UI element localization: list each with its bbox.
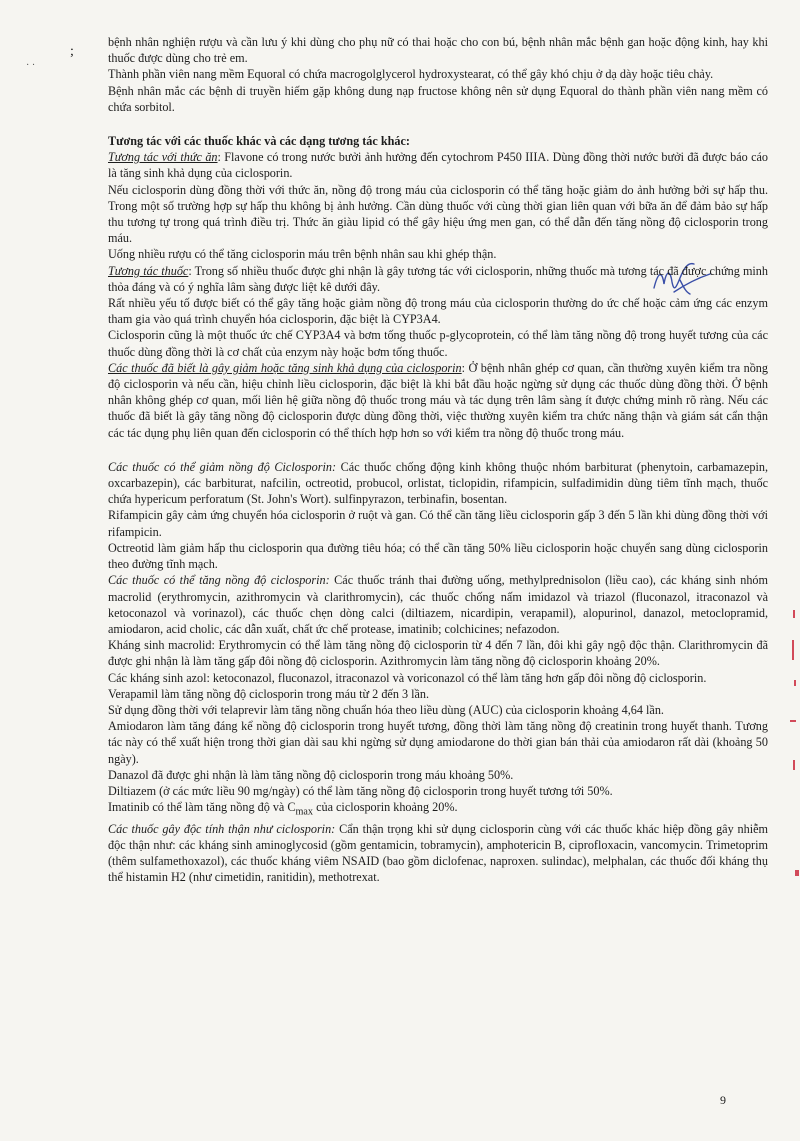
paragraph: Kháng sinh macrolid: Erythromycin có thể làm tăng nồng độ ciclosporin từ 4 đến 7 lần, đôi khi gây ngộ độc thận. Clarithromycin đã được ghi nhận là làm tăng gấp đôi nồng độ ciclosporin. Azithromycin làm tăng nồng độ ciclosporin khoảng 20%. — [108, 638, 768, 669]
paragraph: bệnh nhân nghiện rượu và cần lưu ý khi dùng cho phụ nữ có thai hoặc cho con bú, bệnh nhân mắc bệnh gan hoặc động kinh, hay khi thuốc được dùng cho trẻ em. — [108, 35, 768, 66]
paragraph: Octreotid làm giảm hấp thu ciclosporin qua đường tiêu hóa; có thể cần tăng 50% liều ciclosporin hoặc chuyển sang dùng ciclosporin theo đường tĩnh mạch. — [108, 540, 768, 572]
paragraph: Uống nhiều rượu có thể tăng ciclosporin máu trên bệnh nhân sau khi ghép thận. — [108, 247, 497, 262]
paragraph — [108, 149, 768, 181]
paragraph-text: : Flavone có trong nước bưởi ảnh hưởng đến cytochrom P450 IIIA. Dùng đồng thời nước bưởi đã được báo cáo là tăng sinh khả dụng của ciclosporin. — [108, 150, 769, 181]
inline-label: Các thuốc có thể giảm nồng độ Ciclosporin: — [108, 459, 337, 474]
inline-label: Tương tác thuốc — [108, 263, 189, 278]
subscript: max — [295, 806, 314, 818]
section-heading: Tương tác với các thuốc khác và các dạng tương tác khác: — [108, 134, 410, 149]
paragraph-text: Cẩn thận trọng khi sử dụng ciclosporin cùng với các thuốc khác hiệp đồng gây nhiễm độc thận như: các kháng sinh aminoglycosid (gồm gentamicin, tobramycin), amphotericin B, ciprofloxacin, vancomycin. Trimetoprim (thêm sulfamethoxazol), các thuốc kháng viêm NSAID (bao gồm diclofenac, naproxen. sulindac), melphalan, các thuốc đối kháng thụ thể histamin H2 (như cimetidin, ranitidin), methotrexat. — [108, 821, 769, 885]
document-body — [108, 34, 768, 886]
paragraph — [108, 360, 768, 441]
inline-label: Tương tác với thức ăn — [108, 150, 218, 165]
paragraph: Danazol đã được ghi nhận là làm tăng nồng độ ciclosporin trong máu khoảng 50%. — [108, 767, 514, 782]
paragraph — [108, 459, 768, 508]
paragraph — [108, 821, 768, 886]
paragraph — [108, 263, 768, 295]
paragraph: Sử dụng đồng thời với telaprevir làm tăng nồng chuẩn hóa theo liều dùng (AUC) của ciclosporin khoảng 4,64 lần. — [108, 702, 664, 717]
paragraph-text: Imatinib có thể làm tăng nồng độ và C — [108, 800, 296, 815]
inline-label: Các thuốc gây độc tính thận như ciclosporin: — [108, 821, 336, 836]
paragraph-text: Các thuốc tránh thai đường uống, methylprednisolon (liều cao), các kháng sinh nhóm macrolid (erythromycin, azithromycin và clarithromycin), các thuốc chống nấm imidazol và triazol (fluconazol, itraconazol và ketoconazol và vorinazol), các thuốc chẹn dòng calci (diltiazem, nicardipin, verapamil), alopurinol, danazol, metoclopramid, amiodaron, acid cholic, các dẫn xuất, chất ức chế protease, imatinib; colchicines; nefazodon. — [108, 573, 768, 636]
paragraph: Các kháng sinh azol: ketoconazol, fluconazol, itraconazol và voriconazol có thể làm tăng hơn gấp đôi nồng độ ciclosporin. — [108, 670, 707, 685]
paragraph: Nếu ciclosporin dùng đồng thời với thức ăn, nồng độ trong máu của ciclosporin có thể tăng hoặc giảm do ảnh hưởng bởi sự hấp thu. Trong một số trường hợp sự hấp thu không bị ảnh hưởng. Cần dùng thuốc với cùng thời gian liên quan với bữa ăn để đảm bảo sự hấp thu tương tự trong quá trình điều trị. Thức ăn giàu lipid có thể gây hiệu ứng men gan, có thể dẫn đến tăng nồng độ ciclosporin trong máu. — [108, 182, 768, 246]
paragraph — [108, 799, 768, 821]
paragraph: Rất nhiều yếu tố được biết có thể gây tăng hoặc giảm nồng độ trong máu của ciclosporin thường do ức chế hoặc cảm ứng các enzym tham gia vào quá trình chuyển hóa ciclosporin, đặc biệt là CYP3A4. — [108, 296, 768, 327]
paragraph: Amiodaron làm tăng đáng kể nồng độ ciclosporin trong huyết tương, đồng thời làm tăng nồng độ creatinin trong huyết thanh. Tương tác này có thể xuất hiện trong thời gian dài sau khi ngừng sử dụng amiodarone do thời gian bán thải của amiodaron rất dài (khoảng 50 ngày). — [108, 719, 768, 766]
scan-artifact: ; — [70, 44, 74, 59]
paragraph: Verapamil làm tăng nồng độ ciclosporin trong máu từ 2 đến 3 lần. — [108, 686, 430, 701]
paragraph: Thành phần viên nang mềm Equoral có chứa macrogolglycerol hydroxystearat, có thể gây khó chịu ở dạ dày hoặc tiêu chảy. — [108, 67, 714, 82]
scan-artifact: · · — [26, 60, 36, 71]
paragraph-text: : Ở bệnh nhân ghép cơ quan, cần thường xuyên kiểm tra nồng độ ciclosporin và nếu cần, hiệu chỉnh liều ciclosporin, đặc biệt là khi bắt đầu hoặc ngừng sử dụng các thuốc dùng đồng thời. Ở bệnh nhân không ghép cơ quan, mối liên hệ giữa nồng độ thuốc trong máu và tác dụng trên lâm sàng ít được chứng minh rõ ràng. Nếu các thuốc đã biết là gây tăng nồng độ ciclosporin được dùng đồng thời, việc thường xuyên kiểm tra chức năng thận và giám sát cẩn thận các tác dụng phụ liên quan đến ciclosporin có thể thích hợp hơn so với kiểm tra nồng độ thuốc trong máu. — [108, 360, 768, 440]
paragraph: Diltiazem (ở các mức liều 90 mg/ngày) có thể làm tăng nồng độ ciclosporin trong huyết tương tới 50%. — [108, 783, 613, 798]
edge-marks — [784, 600, 800, 900]
page-number: 9 — [720, 1093, 726, 1107]
paragraph: Ciclosporin cũng là một thuốc ức chế CYP3A4 và bơm tống thuốc p-glycoprotein, có thể làm tăng nồng độ trong huyết tương của các thuốc dùng đồng thời là cơ chất của enzym này hoặc bơm tống thuốc. — [108, 328, 768, 359]
paragraph: Rifampicin gây cảm ứng chuyển hóa ciclosporin ở ruột và gan. Có thể cần tăng liều ciclosporin gấp 3 đến 5 lần khi dùng đồng thời với rifampicin. — [108, 508, 768, 539]
paragraph: Bệnh nhân mắc các bệnh di truyền hiếm gặp không dung nạp fructose không nên sử dụng Equoral do thành phần viên nang mềm có chứa sorbitol. — [108, 83, 768, 114]
paragraph-text: của ciclosporin khoảng 20%. — [313, 800, 458, 815]
paragraph — [108, 572, 768, 637]
inline-label: Các thuốc có thể tăng nồng độ ciclosporin: — [108, 573, 330, 588]
inline-label: Các thuốc đã biết là gây giảm hoặc tăng sinh khả dụng của ciclosporin — [108, 360, 462, 375]
paragraph-text: : Trong số nhiều thuốc được ghi nhận là gây tương tác với ciclosporin, những thuốc mà tương tác đã được chứng minh thỏa đáng và có ý nghĩa lâm sàng được liệt kê dưới đây. — [108, 263, 768, 294]
paragraph-text: Các thuốc chống động kinh không thuộc nhóm barbiturat (phenytoin, carbamazepin, oxcarbazepin), các barbiturat, nafcilin, octreotid, probucol, orlistat, ticlopidin, rifampicin, sulfadimidin dùng tiêm tĩnh mạch, thuốc chứa hypericum perforatum (St. John's Wort). sulfinpyrazon, terbinafin, bosentan. — [108, 459, 768, 507]
